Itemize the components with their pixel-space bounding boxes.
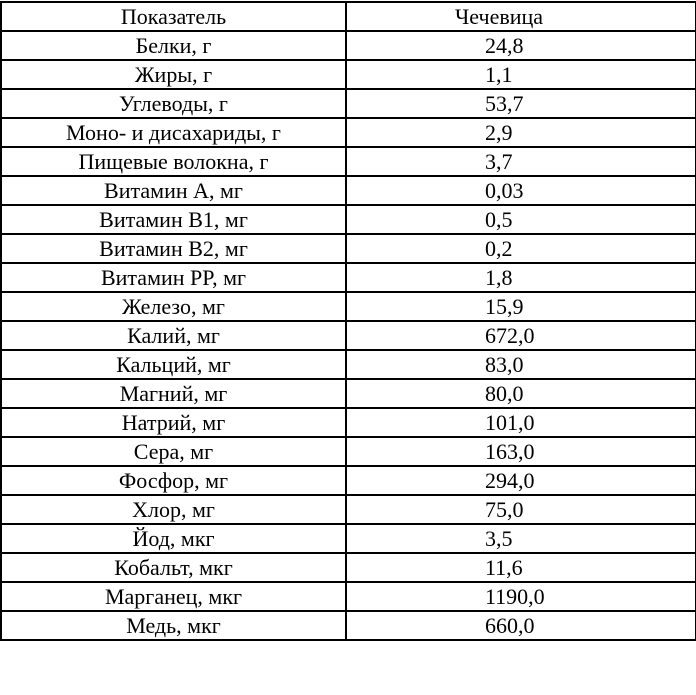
- row-value: 3,7: [346, 147, 696, 176]
- table-row: [1, 118, 696, 147]
- row-value: 2,9: [346, 118, 696, 147]
- table-header-row: [1, 2, 696, 31]
- row-label: Калий, мг: [1, 321, 346, 350]
- column-header-lentil: Чечевица: [346, 2, 696, 31]
- row-value: 15,9: [346, 292, 696, 321]
- row-value: 1,8: [346, 263, 696, 292]
- table-row: [1, 263, 696, 292]
- row-value: 0,03: [346, 176, 696, 205]
- table-row: [1, 321, 696, 350]
- table-row: [1, 292, 696, 321]
- row-value: 80,0: [346, 379, 696, 408]
- table-row: [1, 437, 696, 466]
- row-value: 24,8: [346, 31, 696, 60]
- row-label: Кальций, мг: [1, 350, 346, 379]
- row-label: Магний, мг: [1, 379, 346, 408]
- row-label: Углеводы, г: [1, 89, 346, 118]
- table-row: [1, 611, 696, 640]
- table-row: [1, 379, 696, 408]
- table-row: [1, 234, 696, 263]
- row-value: 0,5: [346, 205, 696, 234]
- table-row: [1, 60, 696, 89]
- table-row: [1, 524, 696, 553]
- row-label: Жиры, г: [1, 60, 346, 89]
- row-value: 75,0: [346, 495, 696, 524]
- row-value: 53,7: [346, 89, 696, 118]
- table-row: [1, 205, 696, 234]
- column-header-indicator: Показатель: [1, 2, 346, 31]
- table-row: [1, 495, 696, 524]
- row-label: Хлор, мг: [1, 495, 346, 524]
- row-value: 3,5: [346, 524, 696, 553]
- row-label: Натрий, мг: [1, 408, 346, 437]
- row-label: Кобальт, мкг: [1, 553, 346, 582]
- row-label: Фосфор, мг: [1, 466, 346, 495]
- row-label: Йод, мкг: [1, 524, 346, 553]
- row-label: Сера, мг: [1, 437, 346, 466]
- table-row: [1, 408, 696, 437]
- row-value: 672,0: [346, 321, 696, 350]
- table-row: [1, 466, 696, 495]
- table-row: [1, 176, 696, 205]
- row-label: Марганец, мкг: [1, 582, 346, 611]
- row-value: 660,0: [346, 611, 696, 640]
- row-value: 101,0: [346, 408, 696, 437]
- table-row: [1, 553, 696, 582]
- row-label: Витамин А, мг: [1, 176, 346, 205]
- table-row: [1, 31, 696, 60]
- table-row: [1, 350, 696, 379]
- row-label: Пищевые волокна, г: [1, 147, 346, 176]
- row-label: Витамин PP, мг: [1, 263, 346, 292]
- nutrition-table: [0, 1, 696, 641]
- row-value: 163,0: [346, 437, 696, 466]
- row-label: Медь, мкг: [1, 611, 346, 640]
- row-value: 1,1: [346, 60, 696, 89]
- row-value: 0,2: [346, 234, 696, 263]
- table-row: [1, 147, 696, 176]
- table-row: [1, 89, 696, 118]
- row-label: Железо, мг: [1, 292, 346, 321]
- row-value: 11,6: [346, 553, 696, 582]
- row-value: 294,0: [346, 466, 696, 495]
- row-label: Моно- и дисахариды, г: [1, 118, 346, 147]
- row-label: Витамин B2, мг: [1, 234, 346, 263]
- row-value: 83,0: [346, 350, 696, 379]
- row-label: Белки, г: [1, 31, 346, 60]
- row-value: 1190,0: [346, 582, 696, 611]
- table-row: [1, 582, 696, 611]
- row-label: Витамин B1, мг: [1, 205, 346, 234]
